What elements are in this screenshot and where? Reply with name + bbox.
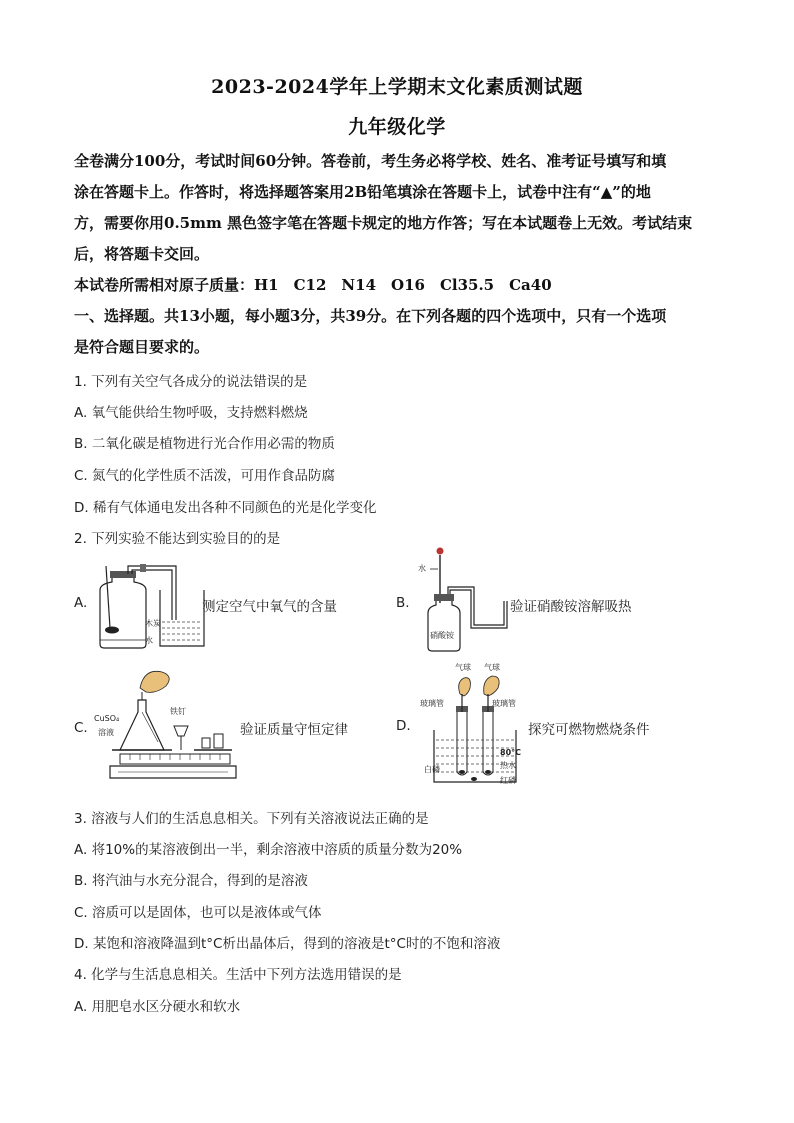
q1-option-b: B. 二氧化碳是植物进行光合作用必需的物质 — [74, 436, 335, 452]
q2-d-text: 探究可燃物燃烧条件 — [528, 722, 650, 738]
exam-subtitle: 九年级化学 — [348, 116, 446, 138]
q3-option-c: C. 溶质可以是固体，也可以是液体或气体 — [74, 905, 322, 921]
instruction-line-3: 方，需要你用0.5mm 黑色签字笔在答题卡规定的地方作答；写在本试题卷上无效。考试结束 — [74, 214, 693, 232]
section1-heading-line-1: 一、选择题。共13小题，每小题3分，共39分。在下列各题的四个选项中，只有一个选项 — [74, 307, 667, 325]
q2-c-letter: C. — [74, 720, 88, 736]
instruction-line-1: 全卷满分100分，考试时间60分钟。答卷前，考生务必将学校、姓名、准考证号填写和填 — [74, 152, 667, 170]
q2-d-label-balloon-2: 气球 — [484, 663, 500, 672]
q1-option-c: C. 氮气的化学性质不活泼，可用作食品防腐 — [74, 468, 336, 484]
q2-c-text: 验证质量守恒定律 — [240, 722, 348, 738]
q2-a-text: 测定空气中氧气的含量 — [202, 599, 337, 615]
q2-b-letter: B. — [396, 595, 410, 611]
q2-d-label-balloon-1: 气球 — [455, 663, 471, 672]
q4-option-a: A. 用肥皂水区分硬水和软水 — [74, 999, 241, 1015]
q2-b-text: 验证硝酸铵溶解吸热 — [510, 599, 632, 615]
q1-option-a: A. 氧气能供给生物呼吸，支持燃料燃烧 — [74, 405, 308, 421]
q4-stem: 4. 化学与生活息息相关。生活中下列方法选用错误的是 — [74, 967, 402, 983]
q2-d-label-tube-2: 玻璃管 — [492, 699, 516, 708]
section1-heading-line-2: 是符合题目要求的。 — [74, 338, 210, 356]
exam-title: 2023-2024学年上学期末文化素质测试题 — [211, 76, 583, 98]
q2-d-label-temperature: 80°C — [500, 748, 522, 757]
q3-stem: 3. 溶液与人们的生活息息相关。下列有关溶液说法正确的是 — [74, 811, 429, 827]
q2-c-label-cuso4: CuSO₄ — [94, 714, 120, 723]
q3-option-a: A. 将10%的某溶液倒出一半，剩余溶液中溶质的质量分数为20% — [74, 842, 463, 858]
q3-option-b: B. 将汽油与水充分混合，得到的是溶液 — [74, 873, 308, 889]
q2-a-label-charcoal: 木炭 — [145, 619, 161, 628]
q2-a-letter: A. — [74, 595, 88, 611]
instruction-line-4: 后，将答题卡交回。 — [74, 245, 210, 263]
q2-d-label-tube-1: 玻璃管 — [420, 699, 444, 708]
q2-stem: 2. 下列实验不能达到实验目的的是 — [74, 531, 281, 547]
q3-option-d: D. 某饱和溶液降温到t°C析出晶体后，得到的溶液是t°C时的不饱和溶液 — [74, 936, 501, 952]
q1-stem: 1. 下列有关空气各成分的说法错误的是 — [74, 374, 308, 390]
q2-a-label-water: 水 — [145, 636, 153, 645]
atomic-mass-line: 本试卷所需相对原子质量：H1 C12 N14 O16 Cl35.5 Ca40 — [74, 276, 552, 294]
q1-option-d: D. 稀有气体通电发出各种不同颜色的光是化学变化 — [74, 500, 377, 516]
q2-b-label-water: 水 — [418, 564, 426, 573]
q2-c-label-nail: 铁钉 — [170, 707, 186, 716]
q2-c-balance-figure — [90, 666, 240, 786]
q2-d-label-red-phosphorus: 红磷 — [500, 776, 516, 785]
q2-d-label-white-phosphorus: 白磷 — [424, 765, 440, 774]
q2-d-label-hot-water: 热水 — [500, 761, 516, 770]
q2-d-letter: D. — [396, 718, 411, 734]
instruction-line-2: 涂在答题卡上。作答时，将选择题答案用2B铅笔填涂在答题卡上，试卷中注有“▲”的地 — [74, 183, 651, 201]
q2-b-label-salt: 硝酸铵 — [430, 631, 454, 640]
q2-c-label-solution: 溶液 — [98, 728, 114, 737]
